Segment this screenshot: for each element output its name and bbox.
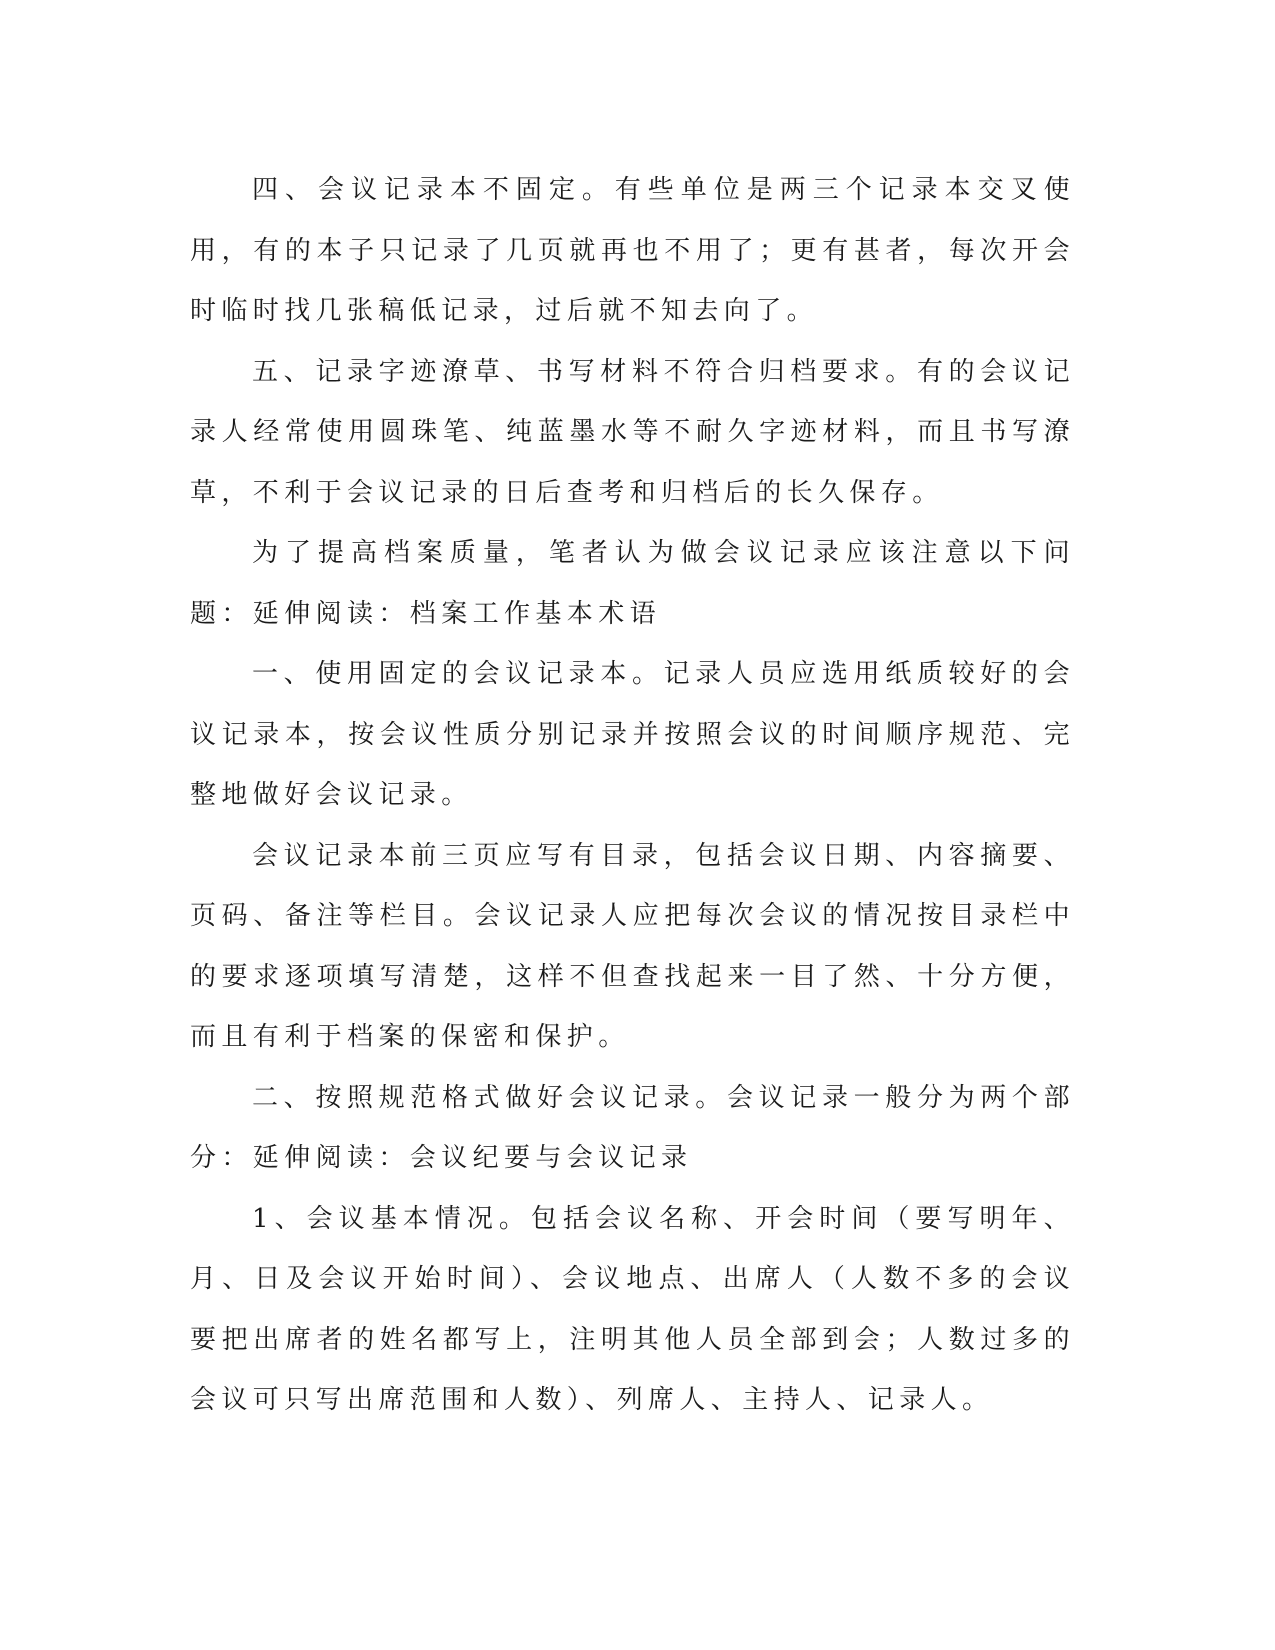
paragraph-issue-five: 五、记录字迹潦草、书写材料不符合归档要求。有的会议记录人经常使用圆珠笔、纯蓝墨水等不耐久字迹材料，而且书写潦草，不利于会议记录的日后查考和归档后的长久保存。 [190, 356, 1075, 508]
paragraph-basic-info: 1、会议基本情况。包括会议名称、开会时间（要写明年、月、日及会议开始时间）、会议地点、出席人（人数不多的会议要把出席者的姓名都写上，注明其他人员全部到会；人数过多的会议可只写出席范围和人数）、列席人、主持人、记录人。 [190, 1203, 1075, 1415]
paragraph-issue-four: 四、会议记录本不固定。有些单位是两三个记录本交叉使用，有的本子只记录了几页就再也不用了；更有甚者，每次开会时临时找几张稿低记录，过后就不知去向了。 [190, 175, 1075, 326]
document-body [190, 160, 1075, 1431]
paragraph-point-one: 一、使用固定的会议记录本。记录人员应选用纸质较好的会议记录本，按会议性质分别记录并按照会议的时间顺序规范、完整地做好会议记录。 [190, 659, 1075, 810]
paragraph-intro: 为了提高档案质量，笔者认为做会议记录应该注意以下问题：延伸阅读：档案工作基本术语 [190, 538, 1075, 629]
paragraph-point-two: 二、按照规范格式做好会议记录。会议记录一般分为两个部分：延伸阅读：会议纪要与会议记录 [190, 1082, 1075, 1173]
paragraph-table-of-contents: 会议记录本前三页应写有目录，包括会议日期、内容摘要、页码、备注等栏目。会议记录人应把每次会议的情况按目录栏中的要求逐项填写清楚，这样不但查找起来一目了然、十分方便，而且有利于档案的保密和保护。 [190, 840, 1075, 1052]
